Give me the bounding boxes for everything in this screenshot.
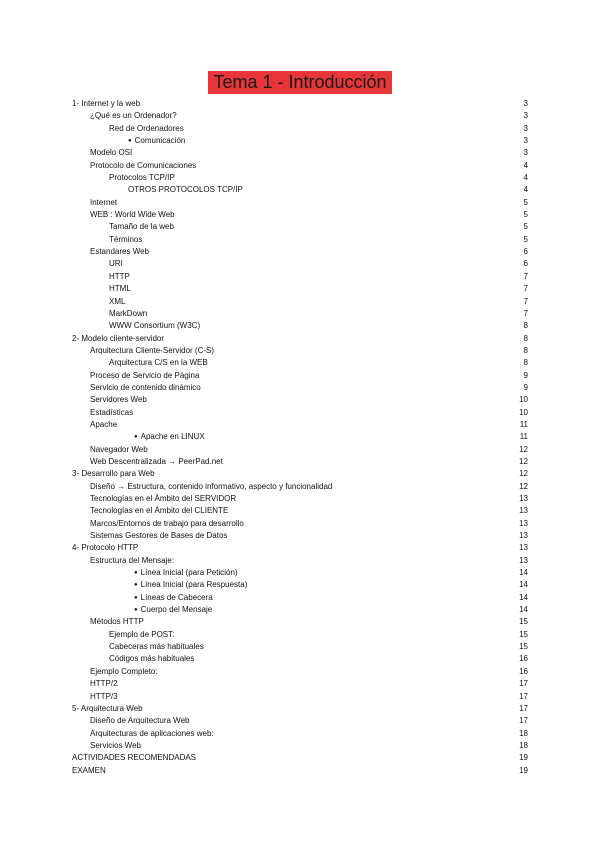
toc-entry[interactable]: [72, 567, 528, 579]
toc-entry-label[interactable]: Términos: [109, 234, 143, 244]
toc-entry[interactable]: [72, 197, 528, 209]
toc-entry-page-number: 10: [519, 395, 528, 405]
toc-entry-label[interactable]: Protocolos TCP/IP: [109, 173, 175, 183]
toc-entry-page-number: 6: [523, 247, 528, 257]
toc-entry-page-number: 3: [523, 136, 528, 146]
toc-entry-label[interactable]: ● Comunicación: [128, 135, 185, 148]
toc-entry-label[interactable]: Internet: [90, 197, 118, 207]
toc-entry-page-number: 17: [519, 703, 528, 713]
toc-entry[interactable]: [72, 172, 528, 184]
toc-entry-label[interactable]: Sistemas Gestores de Bases de Datos: [90, 531, 228, 541]
toc-entry-page-number: 7: [523, 271, 528, 281]
toc-entry-page-number: 7: [523, 284, 528, 294]
toc-entry-page-number: 3: [523, 148, 528, 158]
toc-entry-label[interactable]: Protocolo de Comunicaciones: [90, 160, 197, 170]
toc-entry-page-number: 18: [519, 740, 528, 750]
toc-entry[interactable]: [72, 345, 528, 357]
toc-entry[interactable]: [72, 740, 528, 752]
toc-entry-label[interactable]: Métodos HTTP: [90, 617, 144, 627]
toc-entry-label[interactable]: HTML: [109, 284, 131, 294]
toc-entry-label[interactable]: ● Apache en LINUX: [134, 431, 205, 444]
toc-entry[interactable]: [72, 493, 528, 505]
toc-entry-page-number: 4: [523, 160, 528, 170]
toc-entry-label[interactable]: EXAMEN: [72, 765, 106, 775]
toc-entry-label[interactable]: Ejemplo Completo:: [90, 666, 158, 676]
toc-entry-page-number: 5: [523, 197, 528, 207]
toc-entry[interactable]: [72, 110, 528, 122]
toc-entry-label[interactable]: MarkDown: [109, 308, 148, 318]
toc-entry-page-number: 15: [519, 629, 528, 639]
toc-entry[interactable]: [72, 629, 528, 641]
toc-entry-label[interactable]: Servidores Web: [90, 395, 147, 405]
toc-entry-label[interactable]: Red de Ordenadores: [109, 123, 184, 133]
toc-entry-page-number: 8: [523, 333, 528, 343]
toc-entry-page-number: 16: [519, 666, 528, 676]
toc-entry-page-number: 17: [519, 716, 528, 726]
toc-entry-label[interactable]: Modelo OSI: [90, 148, 133, 158]
toc-entry[interactable]: [72, 468, 528, 480]
toc-entry[interactable]: [72, 407, 528, 419]
page-title: Tema 1 - Introducción: [208, 71, 391, 94]
toc-entry-page-number: 4: [523, 185, 528, 195]
toc-entry-label[interactable]: 2- Modelo cliente-servidor: [72, 333, 165, 343]
toc-entry-label[interactable]: ● Línea Inicial (para Respuesta): [134, 579, 247, 592]
toc-entry[interactable]: [72, 616, 528, 628]
toc-entry-page-number: 14: [519, 592, 528, 602]
toc-entry-page-number: 9: [523, 382, 528, 392]
toc-entry[interactable]: [72, 481, 528, 493]
toc-entry[interactable]: [72, 641, 528, 653]
toc-entry[interactable]: [72, 123, 528, 135]
toc-entry-page-number: 15: [519, 642, 528, 652]
toc-entry-label[interactable]: Tamaño de la web: [109, 222, 174, 232]
toc-entry-label[interactable]: Códigos más habituales: [109, 654, 195, 664]
toc-entry[interactable]: [72, 221, 528, 233]
toc-entry-page-number: 12: [519, 481, 528, 491]
table-of-contents: [72, 98, 528, 777]
toc-entry-label[interactable]: Navegador Web: [90, 444, 148, 454]
toc-entry[interactable]: [72, 728, 528, 740]
toc-entry-page-number: 13: [519, 506, 528, 516]
toc-entry-page-number: 13: [519, 518, 528, 528]
toc-entry[interactable]: [72, 715, 528, 727]
toc-entry[interactable]: [72, 246, 528, 258]
toc-entry[interactable]: [72, 209, 528, 221]
toc-entry-page-number: 12: [519, 456, 528, 466]
toc-entry-label[interactable]: Servicios Web: [90, 740, 141, 750]
toc-entry[interactable]: [72, 678, 528, 690]
toc-entry-page-number: 8: [523, 345, 528, 355]
toc-entry[interactable]: [72, 752, 528, 764]
toc-entry-page-number: 14: [519, 605, 528, 615]
toc-entry[interactable]: [72, 370, 528, 382]
toc-entry-label[interactable]: 3- Desarrollo para Web: [72, 469, 155, 479]
toc-entry-label[interactable]: Estadísticas: [90, 407, 134, 417]
toc-entry-label[interactable]: ● Línea Inicial (para Petición): [134, 567, 238, 580]
toc-entry-label[interactable]: Cabeceras más habituales: [109, 642, 204, 652]
toc-entry-label[interactable]: Arquitectura C/S en la WEB: [109, 358, 208, 368]
toc-entry[interactable]: [72, 444, 528, 456]
toc-entry-label[interactable]: Arquitectura Cliente-Servidor (C-S): [90, 345, 215, 355]
toc-entry-label[interactable]: 4- Protocolo HTTP: [72, 543, 139, 553]
toc-entry[interactable]: [72, 320, 528, 332]
toc-entry[interactable]: [72, 604, 528, 616]
toc-entry-label[interactable]: ACTIVIDADES RECOMENDADAS: [72, 753, 197, 763]
toc-entry-page-number: 10: [519, 407, 528, 417]
toc-entry-label[interactable]: HTTP: [109, 271, 130, 281]
toc-entry[interactable]: [72, 135, 528, 147]
toc-entry-page-number: 13: [519, 555, 528, 565]
toc-entry-page-number: 15: [519, 617, 528, 627]
toc-entry-page-number: 3: [523, 99, 528, 108]
toc-entry-page-number: 5: [523, 210, 528, 220]
toc-entry-label[interactable]: Diseño de Arquitectura Web: [90, 716, 190, 726]
toc-entry-page-number: 18: [519, 728, 528, 738]
toc-entry-label[interactable]: Proceso de Servicio de Página: [90, 370, 200, 380]
toc-entry-page-number: 19: [519, 753, 528, 763]
toc-entry-label[interactable]: 5- Arquitectura Web: [72, 703, 143, 713]
toc-entry-label[interactable]: Marcos/Entornos de trabajo para desarrollo: [90, 518, 244, 528]
toc-entry-label[interactable]: ● Líneas de Cabecera: [134, 592, 213, 605]
toc-entry-page-number: 5: [523, 234, 528, 244]
toc-entry-page-number: 3: [523, 111, 528, 121]
toc-entry-page-number: 3: [523, 123, 528, 133]
toc-entry-label[interactable]: Tecnologías en el Ámbito del SERVIDOR: [90, 494, 237, 503]
toc-entry[interactable]: [72, 653, 528, 665]
toc-entry-label[interactable]: ¿Qué es un Ordenador?: [90, 111, 177, 121]
toc-entry[interactable]: [72, 431, 528, 443]
toc-entry[interactable]: [72, 394, 528, 406]
toc-entry[interactable]: [72, 456, 528, 468]
toc-entry-label[interactable]: 1- Internet y la web: [72, 99, 141, 108]
toc-entry[interactable]: [72, 555, 528, 567]
toc-entry[interactable]: [72, 283, 528, 295]
toc-entry-page-number: 12: [519, 469, 528, 479]
toc-entry-label[interactable]: OTROS PROTOCOLOS TCP/IP: [128, 185, 243, 195]
toc-entry-label[interactable]: HTTP/2: [90, 679, 118, 689]
toc-entry-page-number: 5: [523, 222, 528, 232]
toc-entry-label[interactable]: Ejemplo de POST:: [109, 629, 175, 639]
toc-entry[interactable]: [72, 184, 528, 196]
toc-entry-page-number: 13: [519, 543, 528, 553]
toc-entry-page-number: 8: [523, 321, 528, 331]
toc-entry[interactable]: [72, 691, 528, 703]
toc-entry-label[interactable]: Arquitecturas de aplicaciones web:: [90, 728, 214, 738]
title-container: [0, 72, 600, 93]
toc-entry[interactable]: [72, 592, 528, 604]
toc-entry-label[interactable]: HTTP/3: [90, 691, 118, 701]
toc-entry-page-number: 8: [523, 358, 528, 368]
toc-entry-label[interactable]: Web Descentralizada → PeerPad.net: [90, 456, 223, 466]
toc-entry[interactable]: [72, 518, 528, 530]
toc-entry-label[interactable]: Tecnologías en el Ámbito del CLIENTE: [90, 506, 229, 516]
toc-entry-page-number: 14: [519, 568, 528, 578]
toc-entry-page-number: 13: [519, 494, 528, 503]
toc-entry[interactable]: [72, 258, 528, 270]
toc-entry[interactable]: [72, 308, 528, 320]
toc-entry[interactable]: [72, 419, 528, 431]
toc-entry-label[interactable]: Apache: [90, 419, 118, 429]
toc-entry-label[interactable]: WEB : World Wide Web: [90, 210, 175, 220]
toc-entry-page-number: 7: [523, 296, 528, 306]
toc-entry[interactable]: [72, 234, 528, 246]
toc-entry-label[interactable]: Estructura del Mensaje:: [90, 555, 175, 565]
toc-entry-label[interactable]: WWW Consortium (W3C): [109, 321, 201, 331]
toc-entry-page-number: 16: [519, 654, 528, 664]
toc-entry-page-number: 13: [519, 531, 528, 541]
toc-entry-label[interactable]: Diseño → Estructura, contenido informativo, aspecto y funcionalidad: [90, 481, 333, 491]
toc-entry[interactable]: [72, 666, 528, 678]
toc-entry[interactable]: [72, 98, 528, 110]
toc-entry-label[interactable]: XML: [109, 296, 126, 306]
toc-entry[interactable]: [72, 542, 528, 554]
toc-entry[interactable]: [72, 333, 528, 345]
toc-entry[interactable]: [72, 505, 528, 517]
toc-entry[interactable]: [72, 147, 528, 159]
toc-entry-label[interactable]: URI: [109, 259, 123, 269]
toc-entry-page-number: 11: [519, 419, 528, 429]
toc-entry-page-number: 6: [523, 259, 528, 269]
toc-entry[interactable]: [72, 271, 528, 283]
toc-entry-page-number: 12: [519, 444, 528, 454]
toc-entry-page-number: 11: [519, 432, 528, 442]
toc-entry[interactable]: [72, 160, 528, 172]
toc-entry-label[interactable]: Servicio de contenido dinámico: [90, 382, 201, 392]
toc-entry[interactable]: [72, 296, 528, 308]
toc-entry-page-number: 9: [523, 370, 528, 380]
toc-entry[interactable]: [72, 382, 528, 394]
toc-entry[interactable]: [72, 703, 528, 715]
toc-entry[interactable]: [72, 357, 528, 369]
toc-entry-page-number: 7: [523, 308, 528, 318]
toc-entry-page-number: 14: [519, 580, 528, 590]
toc-entry-page-number: 17: [519, 679, 528, 689]
toc-entry-label[interactable]: ● Cuerpo del Mensaje: [134, 604, 212, 617]
toc-entry-label[interactable]: Estandares Web: [90, 247, 149, 257]
toc-entry[interactable]: [72, 579, 528, 591]
toc-entry-page-number: 19: [519, 765, 528, 775]
toc-entry-page-number: 4: [523, 173, 528, 183]
toc-entry[interactable]: [72, 530, 528, 542]
toc-entry-page-number: 17: [519, 691, 528, 701]
toc-entry[interactable]: [72, 765, 528, 777]
